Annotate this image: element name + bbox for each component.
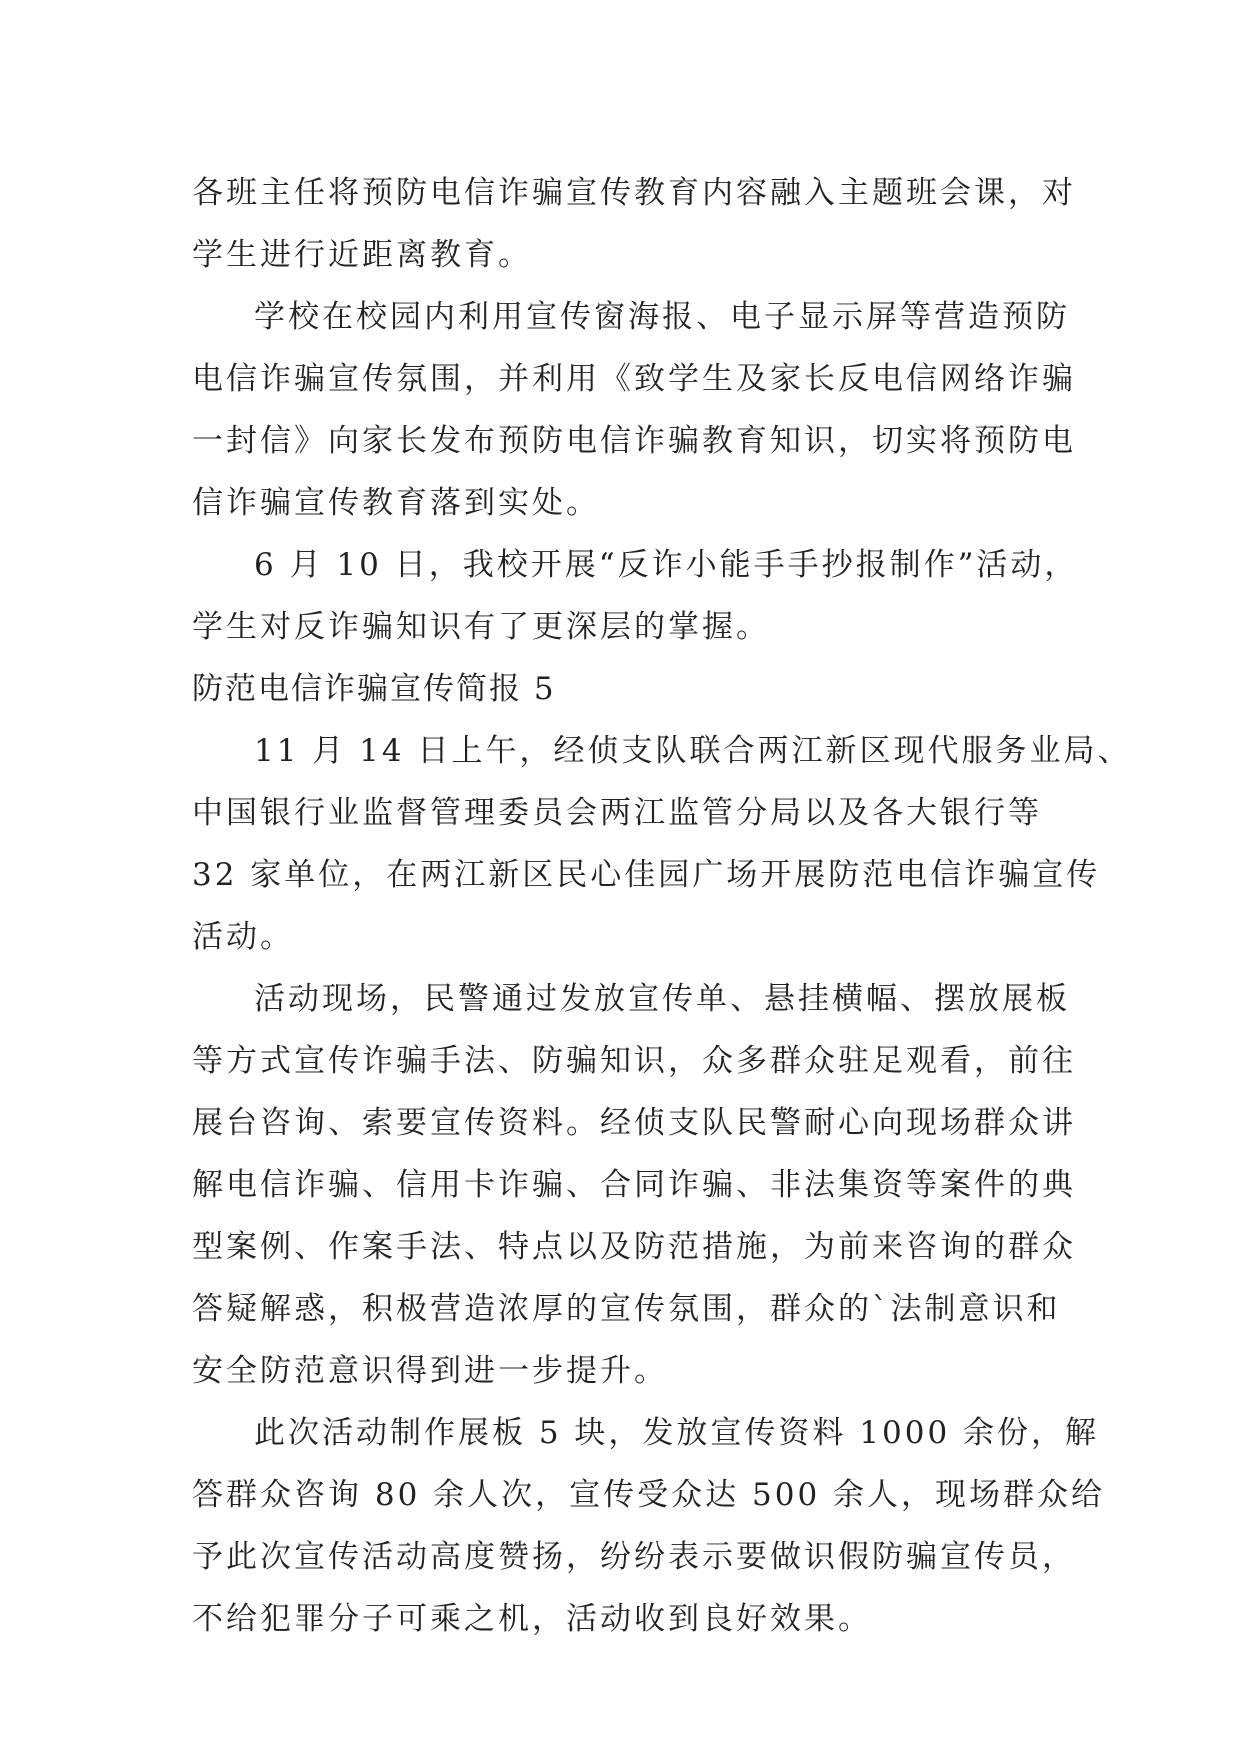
body-line: 活动。 bbox=[192, 919, 294, 955]
body-line: 一封信》向家长发布预防电信诈骗教育知识，切实将预防电 bbox=[192, 423, 1076, 459]
body-line: 学生对反诈骗知识有了更深层的掌握。 bbox=[192, 609, 770, 645]
body-line: 等方式宣传诈骗手法、防骗知识，众多群众驻足观看，前往 bbox=[192, 1043, 1076, 1079]
body-line: 11 月 14 日上午，经侦支队联合两江新区现代服务业局、 bbox=[254, 733, 1132, 769]
body-line: 展台咨询、索要宣传资料。经侦支队民警耐心向现场群众讲 bbox=[192, 1105, 1076, 1141]
body-line: 信诈骗宣传教育落到实处。 bbox=[192, 485, 600, 521]
body-line: 学生进行近距离教育。 bbox=[192, 237, 532, 273]
body-line: 各班主任将预防电信诈骗宣传教育内容融入主题班会课，对 bbox=[192, 175, 1076, 211]
body-line: 中国银行业监督管理委员会两江监管分局以及各大银行等 bbox=[192, 795, 1042, 831]
section-heading: 防范电信诈骗宣传简报 5 bbox=[192, 671, 556, 707]
body-line: 答群众咨询 80 余人次，宣传受众达 500 余人，现场群众给 bbox=[192, 1477, 1106, 1513]
body-line: 答疑解惑，积极营造浓厚的宣传氛围，群众的`法制意识和 bbox=[192, 1291, 1061, 1327]
body-line: 学校在校园内利用宣传窗海报、电子显示屏等营造预防 bbox=[254, 299, 1070, 335]
body-line: 6 月 10 日，我校开展“反诈小能手手抄报制作”活动， bbox=[254, 547, 1079, 583]
body-line: 解电信诈骗、信用卡诈骗、合同诈骗、非法集资等案件的典 bbox=[192, 1167, 1076, 1203]
body-line: 32 家单位，在两江新区民心佳园广场开展防范电信诈骗宣传 bbox=[192, 857, 1101, 893]
body-line: 此次活动制作展板 5 块，发放宣传资料 1000 余份，解 bbox=[254, 1415, 1100, 1451]
body-line: 予此次宣传活动高度赞扬，纷纷表示要做识假防骗宣传员， bbox=[192, 1539, 1076, 1575]
body-line: 型案例、作案手法、特点以及防范措施，为前来咨询的群众 bbox=[192, 1229, 1076, 1265]
body-line: 活动现场，民警通过发放宣传单、悬挂横幅、摆放展板 bbox=[254, 981, 1070, 1017]
body-line: 不给犯罪分子可乘之机，活动收到良好效果。 bbox=[192, 1601, 872, 1637]
body-line: 电信诈骗宣传氛围，并利用《致学生及家长反电信网络诈骗 bbox=[192, 361, 1076, 397]
body-line: 安全防范意识得到进一步提升。 bbox=[192, 1353, 668, 1389]
document-body bbox=[192, 162, 1132, 1650]
